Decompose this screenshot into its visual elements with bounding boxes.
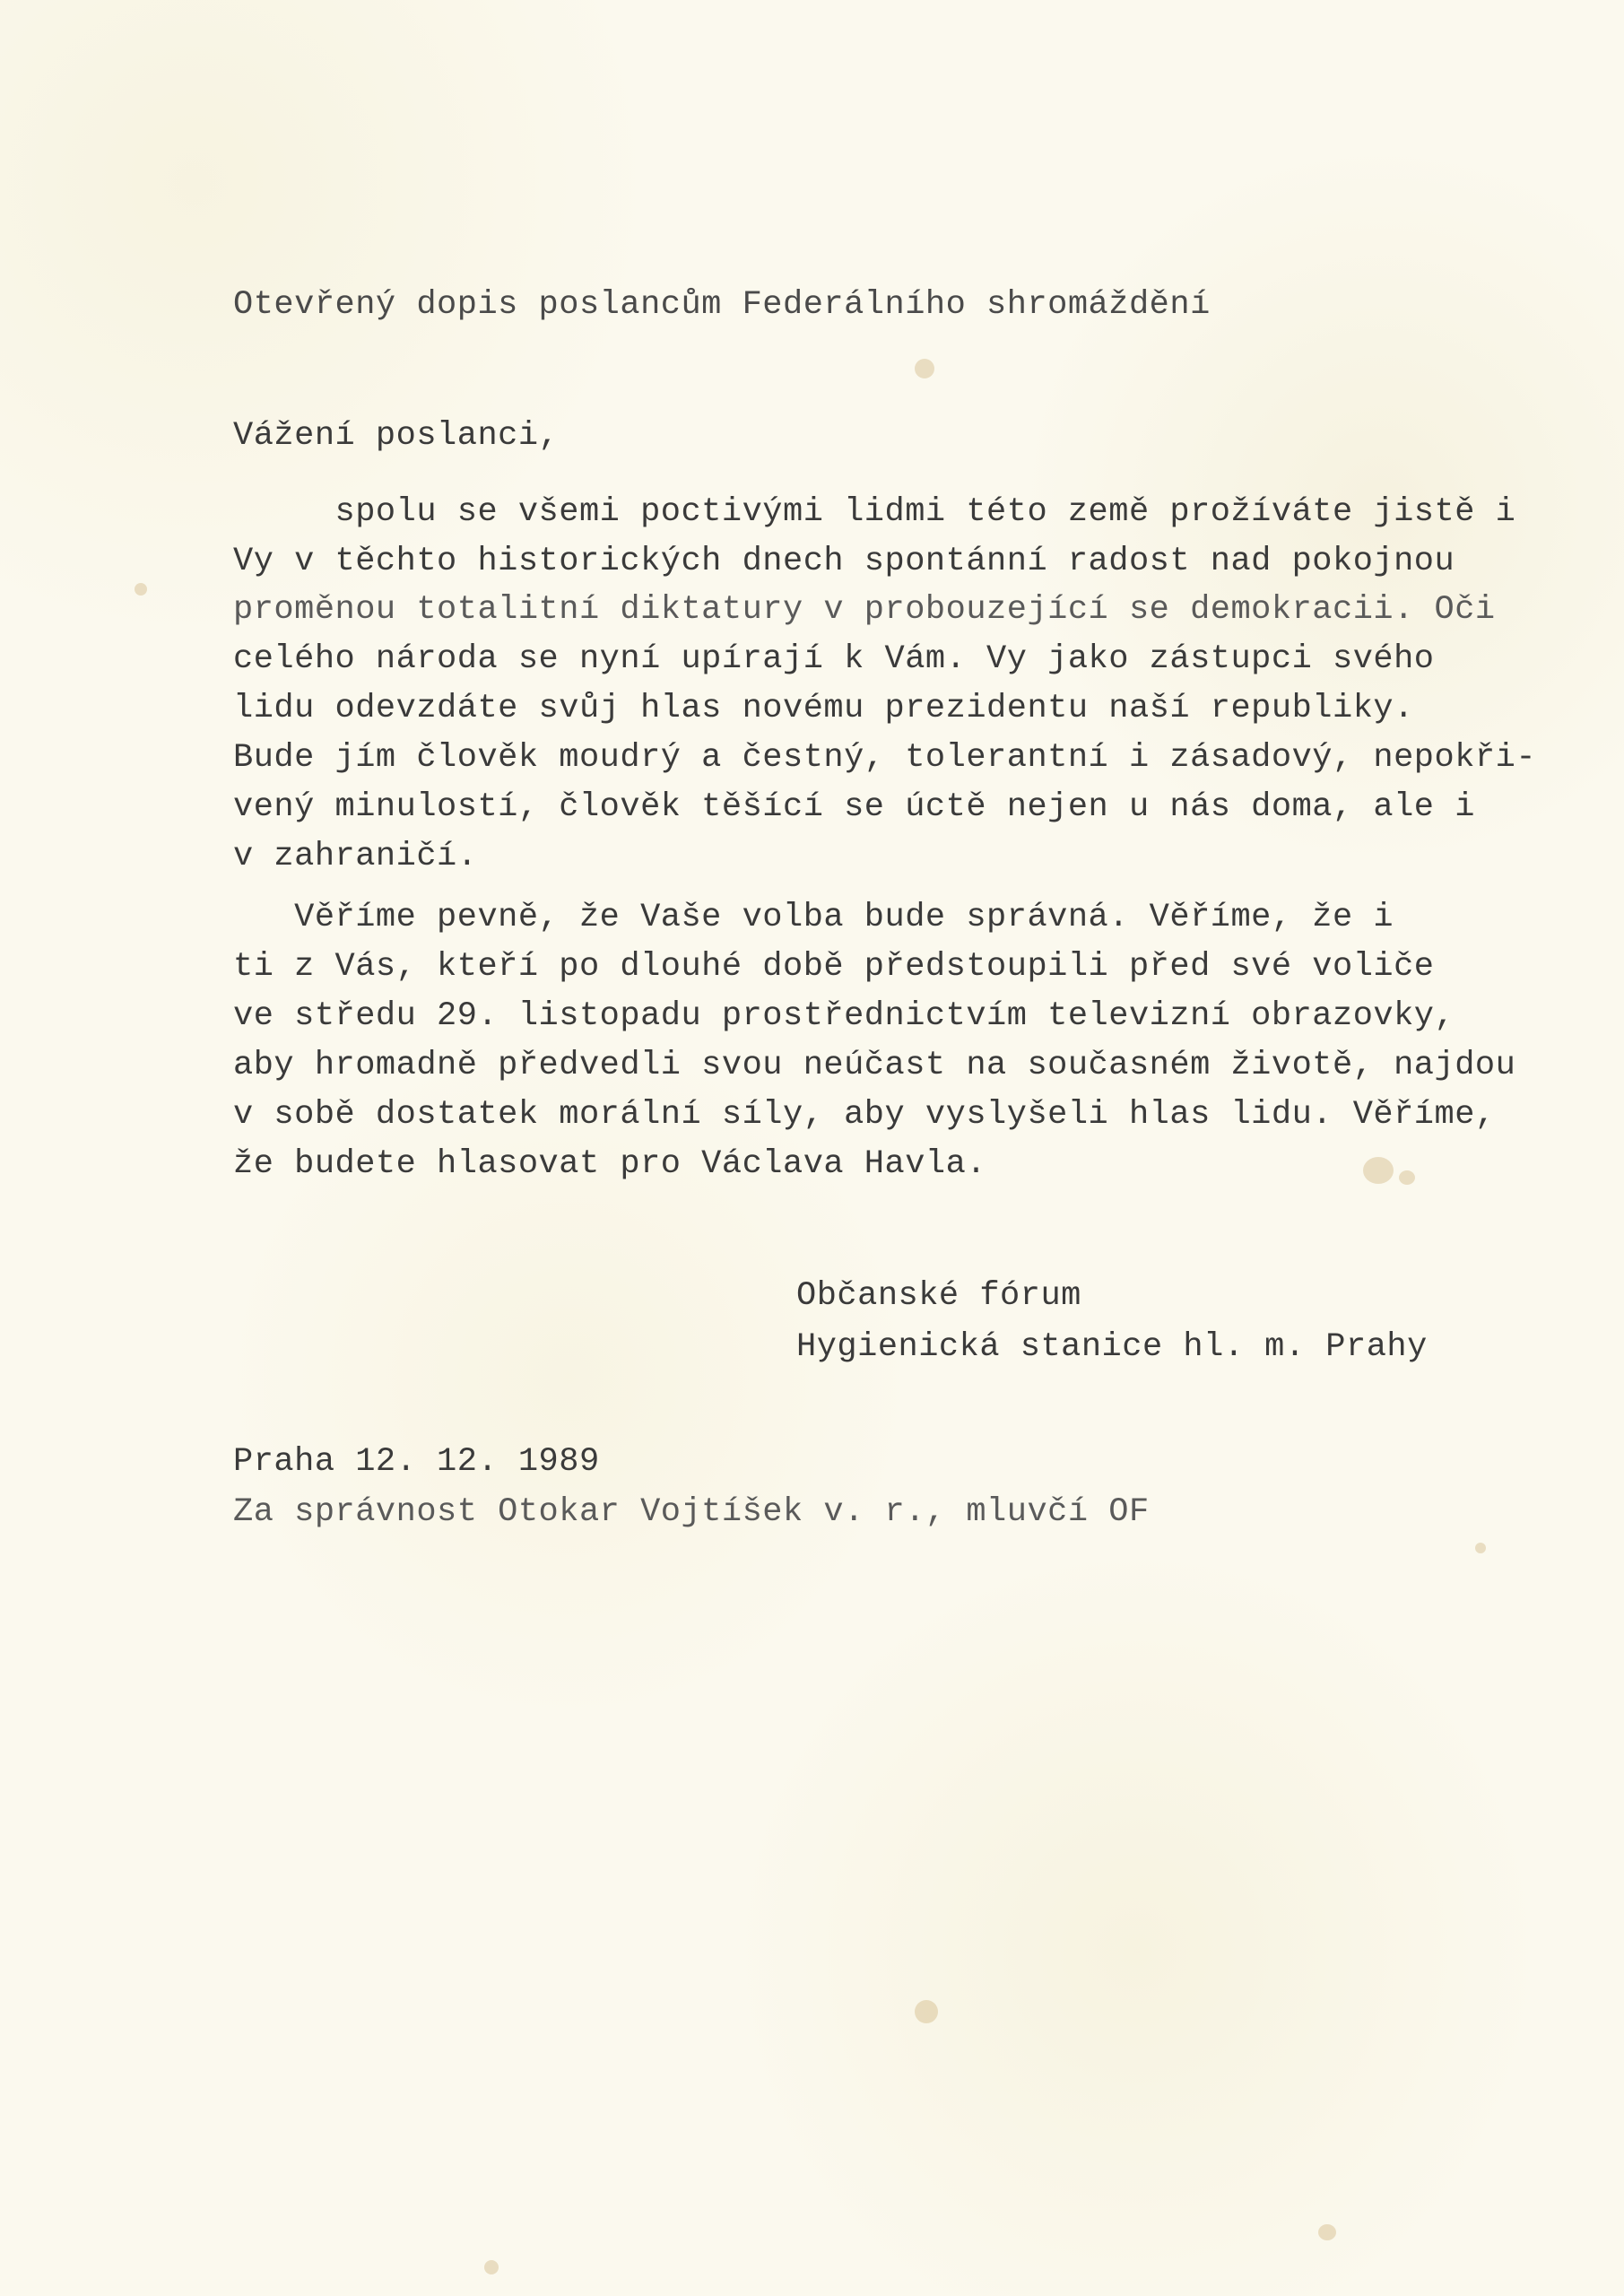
- letter-title: Otevřený dopis poslancům Federálního shromáždění: [233, 286, 1211, 324]
- verification-line: Za správnost Otokar Vojtíšek v. r., mluvčí OF: [233, 1493, 1150, 1531]
- paper-spot: [1363, 1157, 1394, 1184]
- paragraph-1-line: Bude jím člověk moudrý a čestný, tolerantní i zásadový, nepokři-: [233, 739, 1537, 777]
- paper-spot: [915, 359, 934, 378]
- paper-spot: [1399, 1170, 1415, 1185]
- paragraph-2-line: ve středu 29. listopadu prostřednictvím televizní obrazovky,: [233, 997, 1455, 1035]
- paper-spot: [135, 583, 147, 596]
- paragraph-1-line: Vy v těchto historických dnech spontánní radost nad pokojnou: [233, 543, 1455, 580]
- paragraph-1-line: proměnou totalitní diktatury v probouzející se demokracii. Oči: [233, 591, 1496, 629]
- paragraph-1-line: spolu se všemi poctivými lidmi této země prožíváte jistě i: [233, 493, 1516, 531]
- paragraph-2-line: Věříme pevně, že Vaše volba bude správná. Věříme, že i: [233, 899, 1394, 936]
- paragraph-2-line: ti z Vás, kteří po dlouhé době předstoupili před své voliče: [233, 948, 1435, 986]
- paper-spot: [484, 2260, 499, 2274]
- paragraph-2-line: aby hromadně předvedli svou neúčast na současném životě, najdou: [233, 1047, 1516, 1084]
- paragraph-1-line: v zahraničí.: [233, 838, 478, 875]
- paper-spot: [915, 2000, 938, 2023]
- paragraph-2-line: že budete hlasovat pro Václava Havla.: [233, 1145, 987, 1183]
- signature-institution: Hygienická stanice hl. m. Prahy: [796, 1328, 1428, 1366]
- paragraph-2-line: v sobě dostatek morální síly, aby vyslyšeli hlas lidu. Věříme,: [233, 1096, 1496, 1134]
- signature-organization: Občanské fórum: [796, 1277, 1081, 1315]
- paper-spot: [1475, 1543, 1486, 1553]
- paper-spot: [1318, 2224, 1336, 2240]
- date-line: Praha 12. 12. 1989: [233, 1443, 600, 1481]
- paragraph-1-line: lidu odevzdáte svůj hlas novému prezidentu naší republiky.: [233, 690, 1414, 727]
- salutation: Vážení poslanci,: [233, 417, 560, 455]
- paragraph-1-line: celého národa se nyní upírají k Vám. Vy jako zástupci svého: [233, 640, 1435, 678]
- paragraph-1-line: vený minulostí, člověk těšící se úctě nejen u nás doma, ale i: [233, 788, 1475, 826]
